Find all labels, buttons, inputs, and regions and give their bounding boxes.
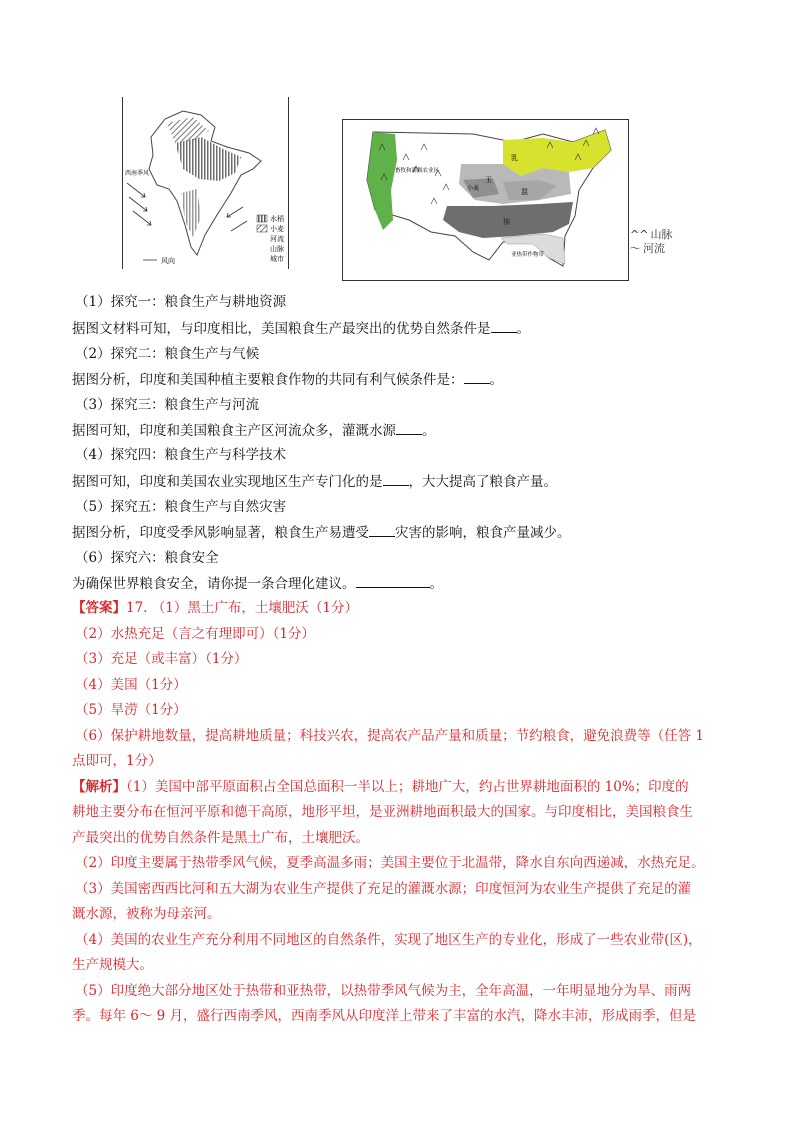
analysis-line-10: 季。每年 6～ 9 月，盛行西南季风，西南季风从印度洋上带来了丰富的水汽，降水丰沛，形成雨季，但是 — [72, 1008, 697, 1024]
answer-line-7: 点即可，1分） — [72, 753, 162, 769]
q2-heading: （2）探究二：粮食生产与气候 — [75, 346, 260, 362]
answer-blank[interactable] — [396, 421, 422, 435]
india-map — [123, 97, 288, 269]
label-wheat: 小麦 — [467, 185, 480, 192]
legend-city: 城市 — [270, 255, 284, 263]
legend-wheat: 小麦 — [270, 225, 284, 233]
answer-line-4: （4）美国（1分） — [75, 677, 187, 693]
q4-body: 据图可知，印度和美国农业实现地区生产专门化的是 ，大大提高了粮食产量。 — [72, 474, 557, 490]
q6-body: 为确保世界粮食安全，请你提一条合理化建议。 。 — [72, 576, 443, 592]
answer-tag: 【答案】 — [72, 600, 126, 616]
analysis-line-8: 生产规模大。 — [72, 957, 153, 973]
analysis-line-1: 【解析】（1）美国中部平原面积占全国总面积一半以上；耕地广大，约占世界耕地面积的 10%；印度的 — [72, 779, 689, 795]
label-mixed: 混 — [521, 188, 528, 196]
analysis-line-3: 产最突出的优势自然条件是黑土广布，土壤肥沃。 — [72, 830, 369, 846]
q6-heading: （6）探究六：粮食安全 — [75, 550, 219, 566]
river-symbol-icon: ～ — [630, 242, 641, 255]
label-subtropical: 亚热带作物带 — [511, 252, 545, 258]
analysis-line-2: 耕地主要分布在恒河平原和德干高原，地形平坦，是亚洲耕地面积最大的国家。与印度相比，美国粮食生 — [72, 804, 693, 820]
india-map-figure — [122, 97, 289, 269]
answer-blank[interactable] — [369, 523, 395, 537]
answer-line-6: （6）保护耕地数量，提高耕地质量；科技兴农，提高农产品产量和质量；节约粮食，避免浪费等（任答 1 — [75, 728, 704, 744]
legend-rice: 水稻 — [270, 215, 284, 223]
q1-body: 据图文材料可知，与印度相比，美国粮食生产最突出的优势自然条件是 。 — [72, 321, 530, 337]
q5-body: 据图分析，印度受季风影响显著，粮食生产易遭受 灾害的影响，粮食产量减少。 — [72, 525, 571, 541]
mountain-symbol-icon: ^^ — [630, 228, 649, 241]
q3-body: 据图可知，印度和美国粮食主产区河流众多，灌溉水源 。 — [72, 423, 436, 439]
monsoon-label: 西南季风 — [125, 170, 150, 177]
analysis-line-9: （5）印度绝大部分地区处于热带和亚热带，以热带季风气候为主，全年高温，一年明显地分为旱、雨两 — [75, 983, 692, 999]
analysis-line-7: （4）美国的农业生产充分利用不同地区的自然条件，实现了地区生产的专业化，形成了一些农业带(区)， — [75, 932, 702, 948]
legend-mountain-label: 山脉 — [650, 228, 673, 241]
answer-line-1: 【答案】17. （1）黑土广布，土壤肥沃（1分） — [72, 600, 358, 616]
usa-map-legend — [630, 228, 672, 256]
q5-heading: （5）探究五：粮食生产与自然灾害 — [75, 499, 287, 515]
answer-blank[interactable] — [491, 319, 517, 333]
analysis-line-6: 溉水源，被称为母亲河。 — [72, 906, 221, 922]
usa-map-figure — [342, 119, 629, 281]
answer-blank[interactable] — [464, 370, 490, 384]
analysis-line-4: （2）印度主要属于热带季风气候，夏季高温多雨；美国主要位于北温带，降水自东向西递减，水热充足。 — [75, 855, 705, 871]
q4-heading: （4）探究四：粮食生产与科学技术 — [75, 447, 287, 463]
answer-blank[interactable] — [383, 472, 409, 486]
label-dairy: 乳 — [511, 154, 518, 162]
legend-river: 河流 — [270, 235, 284, 243]
usa-map — [343, 120, 628, 280]
label-cotton: 棉 — [503, 218, 510, 226]
q1-heading: （1）探究一：粮食生产与耕地资源 — [75, 294, 287, 310]
analysis-tag: 【解析】 — [72, 779, 126, 795]
wind-label: 风向 — [161, 257, 175, 265]
q3-heading: （3）探究三：粮食生产与河流 — [75, 397, 260, 413]
answer-blank[interactable] — [356, 574, 430, 588]
answer-line-2: （2）水热充足（言之有理即可）（1分） — [75, 626, 315, 642]
q2-body: 据图分析，印度和美国种植主要粮食作物的共同有利气候条件是： 。 — [72, 372, 503, 388]
label-livestock: 畜牧和灌溉农业区 — [395, 168, 440, 174]
answer-line-3: （3）充足（或丰富）（1分） — [75, 651, 248, 667]
analysis-line-5: （3）美国密西西比河和五大湖为农业生产提供了充足的灌溉水源；印度恒河为农业生产提供了充足的灌 — [75, 881, 692, 897]
label-corn: 玉 — [485, 176, 492, 184]
answer-line-5: （5）旱涝（1分） — [75, 702, 187, 718]
legend-river-label: 河流 — [643, 242, 665, 255]
legend-mountain: 山脉 — [270, 245, 284, 253]
